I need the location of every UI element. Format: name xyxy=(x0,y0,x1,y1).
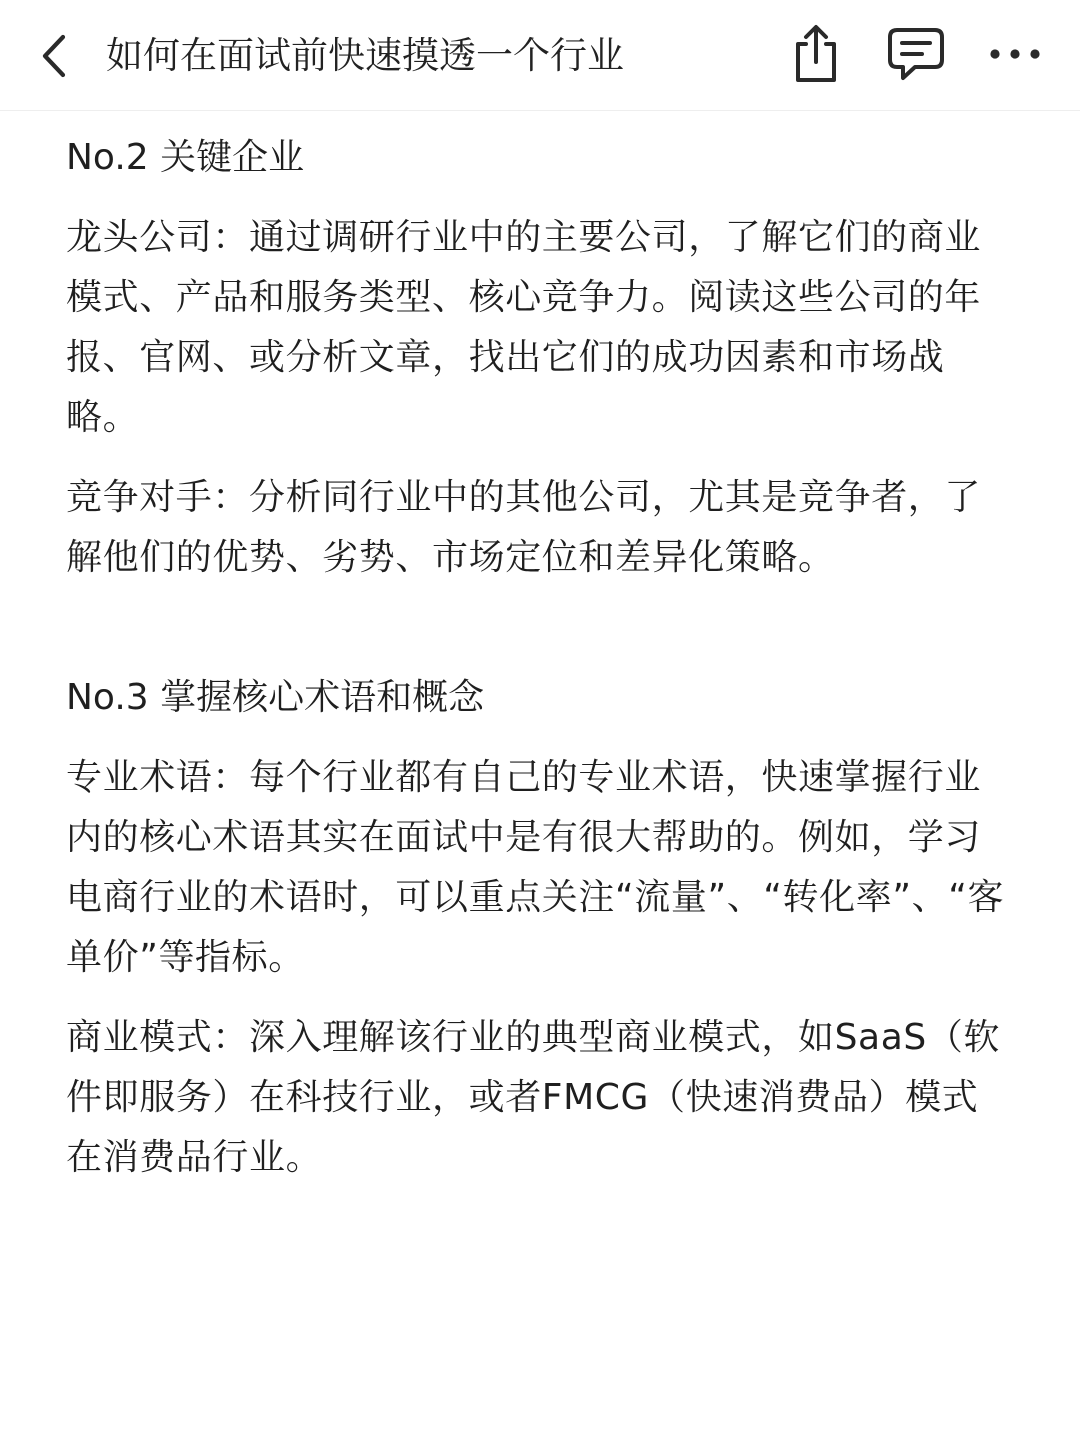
top-navigation-bar xyxy=(0,0,1080,111)
page-title: 如何在面试前快速摸透一个行业 xyxy=(106,34,624,77)
section-heading-key-companies: No.2 关键企业 xyxy=(66,137,305,178)
more-icon xyxy=(985,44,1045,64)
share-icon xyxy=(788,22,844,86)
paragraph-competitors: 竞争对手：分析同行业中的其他公司，尤其是竞争者，了解他们的优势、劣势、市场定位和差异化策略。 xyxy=(66,477,982,578)
paragraph-professional-terms: 专业术语：每个行业都有自己的专业术语，快速掌握行业内的核心术语其实在面试中是有很大帮助的。例如，学习电商行业的术语时，可以重点关注“流量”、“转化率”、“客单价”等指标。 xyxy=(66,757,1005,978)
back-button[interactable] xyxy=(26,26,82,86)
comment-icon xyxy=(885,24,947,84)
paragraph-leading-companies: 龙头公司：通过调研行业中的主要公司，了解它们的商业模式、产品和服务类型、核心竞争力。阅读这些公司的年报、官网、或分析文章，找出它们的成功因素和市场战略。 xyxy=(66,217,982,438)
chevron-left-icon xyxy=(37,32,71,80)
article-body xyxy=(66,128,1006,1188)
paragraph-business-model: 商业模式：深入理解该行业的典型商业模式，如SaaS（软件即服务）在科技行业，或者FMCG（快速消费品）模式在消费品行业。 xyxy=(66,1017,1001,1178)
comment-button[interactable] xyxy=(881,18,951,90)
share-button[interactable] xyxy=(781,18,851,90)
more-button[interactable] xyxy=(980,18,1050,90)
section-heading-core-terms: No.3 掌握核心术语和概念 xyxy=(66,677,485,718)
